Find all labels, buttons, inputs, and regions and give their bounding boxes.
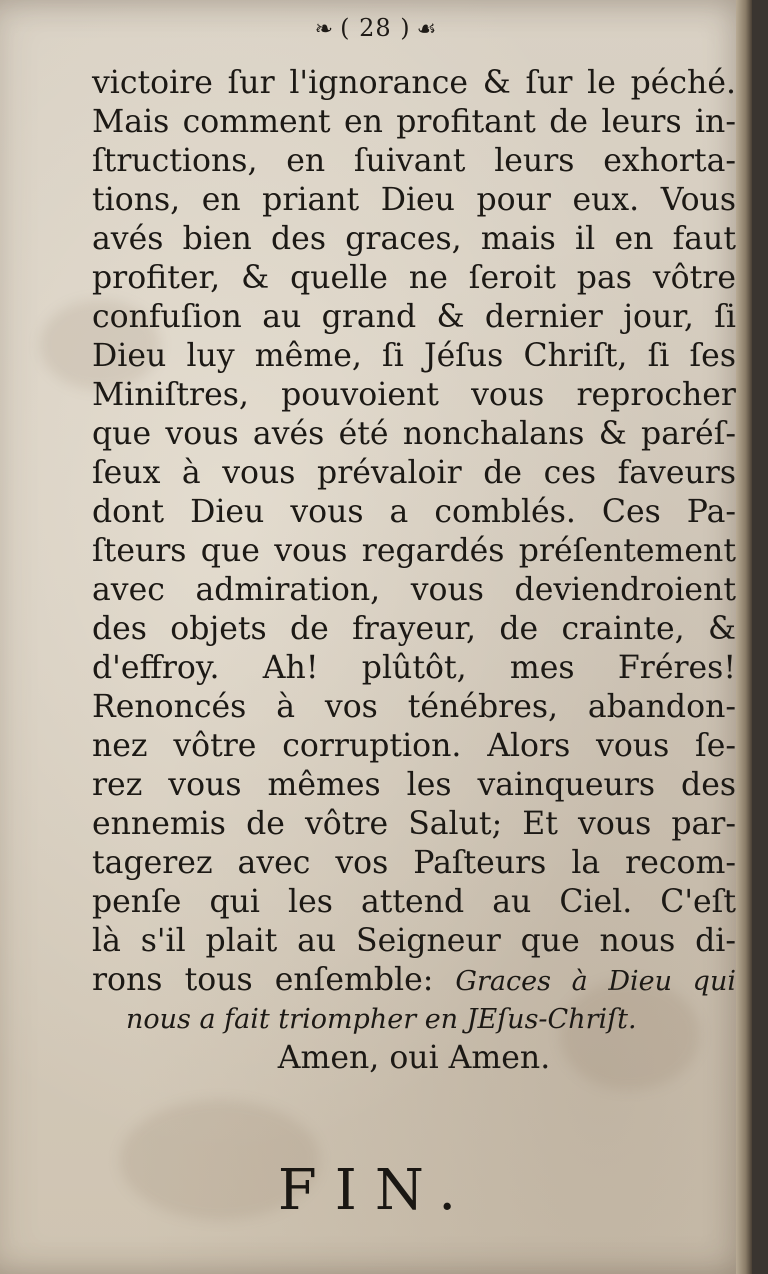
text-line: Dieu luy même, ſi Jéſus Chriſt, ſi ſes — [92, 338, 736, 374]
italic-text: Graces à Dieu qui — [455, 966, 736, 997]
page-header — [0, 14, 752, 42]
text-line: Renoncés à vos ténébres, abandon- — [92, 689, 736, 725]
roman-text: rons tous enſemble: — [92, 962, 456, 998]
italic-text-line: nous a fait triompher en JEſus-Chriſt. — [126, 1004, 637, 1035]
text-line: dont Dieu vous a comblés. Ces Pa- — [92, 494, 736, 530]
text-line: ennemis de vôtre Salut; Et vous par- — [92, 806, 736, 842]
fin-title: FIN. — [277, 1158, 475, 1223]
body-text — [92, 64, 736, 1078]
text-line: avés bien des graces, mais il en faut — [92, 221, 736, 257]
text-line: rez vous mêmes les vainqueurs des — [92, 767, 736, 803]
text-line: Mais comment en profitant de leurs in- — [92, 104, 736, 140]
right-ornament-icon: ☙ — [416, 17, 438, 42]
text-line: tions, en priant Dieu pour eux. Vous — [92, 182, 736, 218]
text-line: penſe qui les attend au Ciel. C'eſt — [92, 884, 736, 920]
text-line: Miniſtres, pouvoient vous reprocher — [92, 377, 736, 413]
text-line: tagerez avec vos Paſteurs la recom- — [92, 845, 736, 881]
text-line: ſtructions, en ſuivant leurs exhorta- — [92, 143, 736, 179]
text-line: nez vôtre corruption. Alors vous ſe- — [92, 728, 736, 764]
text-line: profiter, & quelle ne ſeroit pas vôtre — [92, 260, 736, 296]
page-number: ( 28 ) — [340, 14, 411, 42]
text-line: que vous avés été nonchalans & paréſ- — [92, 416, 736, 452]
text-line: ſeux à vous prévaloir de ces faveurs — [92, 455, 736, 491]
text-line: avec admiration, vous deviendroient — [92, 572, 736, 608]
text-line: confuſion au grand & dernier jour, ſi — [92, 299, 736, 335]
text-line: d'effroy. Ah! plûtôt, mes Fréres! — [92, 650, 736, 686]
left-ornament-icon: ❧ — [314, 17, 335, 42]
amen-line: Amen, oui Amen. — [277, 1040, 551, 1076]
text-line: des objets de frayeur, de crainte, & — [92, 611, 736, 647]
page-edge — [736, 0, 752, 1274]
text-line: là s'il plait au Seigneur que nous di- — [92, 923, 736, 959]
text-line: victoire ſur l'ignorance & ſur le péché. — [92, 65, 736, 101]
text-line: ſteurs que vous regardés préſentement — [92, 533, 736, 569]
mixed-text-line — [92, 961, 736, 1000]
